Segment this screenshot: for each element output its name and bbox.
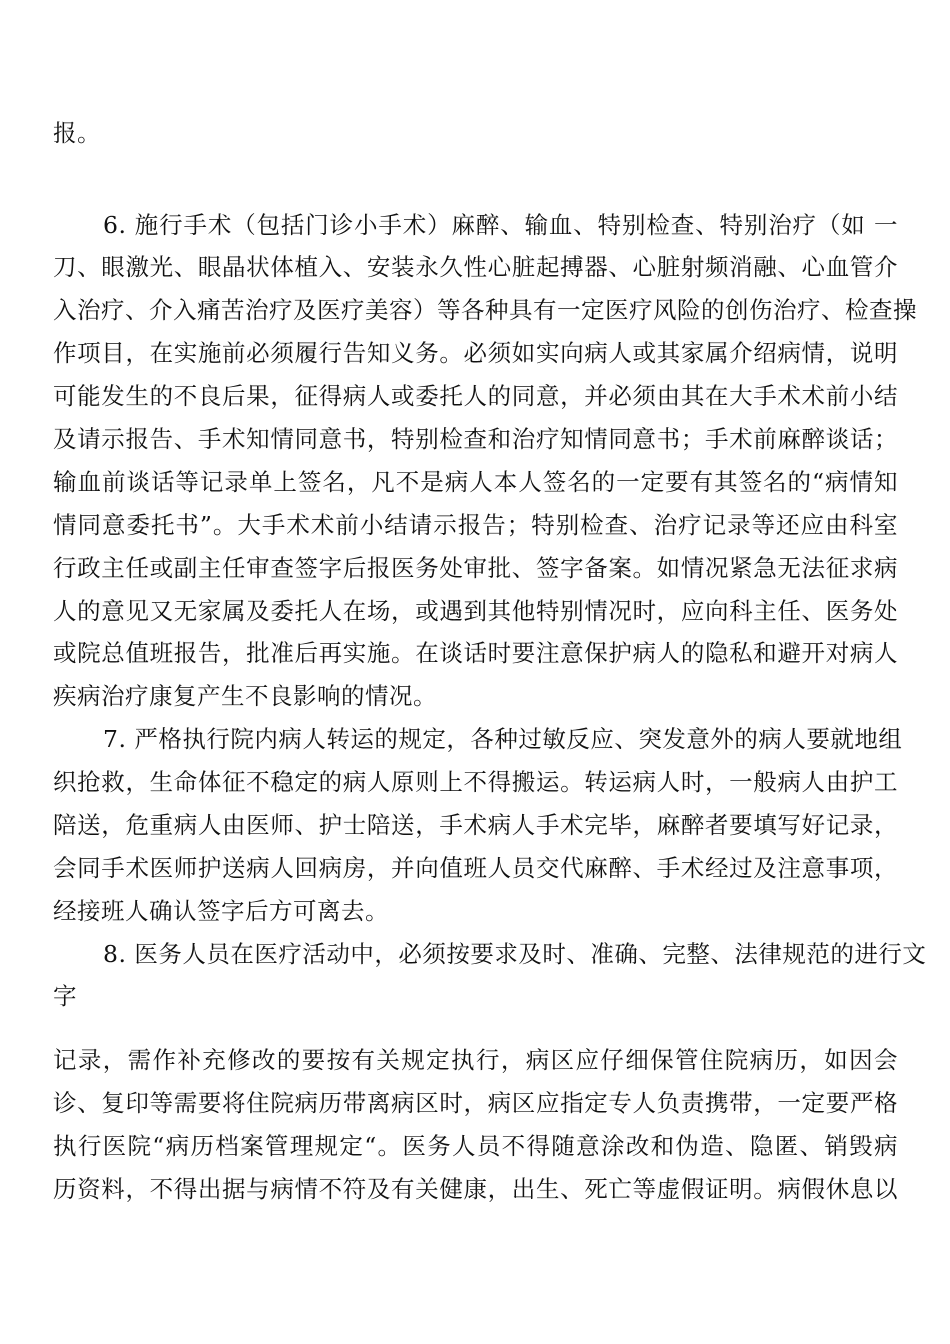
paragraph-6-line-11: 或院总值班报告，批准后再实施。在谈话时要注意保护病人的隐私和避开对病人 [53, 639, 898, 667]
paragraph-7-line-4: 会同手术医师护送病人回病房，并向值班人员交代麻醉、手术经过及注意事项， [53, 854, 898, 882]
paragraph-7-line-1: 7. 严格执行院内病人转运的规定，各种过敏反应、突发意外的病人要就地组 [103, 725, 903, 753]
paragraph-8-line-5: 执行医院“病历档案管理规定“。医务人员不得随意涂改和伪造、隐匿、销毁病 [53, 1132, 898, 1160]
paragraph-6-line-4: 作项目，在实施前必须履行告知义务。必须如实向病人或其家属介绍病情，说明 [53, 339, 898, 367]
text-line-1: 报。 [53, 119, 101, 147]
paragraph-6-line-1: 6. 施行手术（包括门诊小手术）麻醉、输血、特别检查、特别治疗（如 一 [103, 211, 898, 239]
paragraph-6-line-8: 情同意委托书”。大手术术前小结请示报告；特别检查、治疗记录等还应由科室 [53, 511, 898, 539]
paragraph-6-line-6: 及请示报告、手术知情同意书，特别检查和治疗知情同意书；手术前麻醉谈话； [53, 425, 898, 453]
paragraph-6-line-2: 刀、眼激光、眼晶状体植入、安装永久性心脏起搏器、心脏射频消融、心血管介 [53, 253, 898, 281]
paragraph-6-line-5: 可能发生的不良后果，征得病人或委托人的同意，并必须由其在大手术术前小结 [53, 382, 898, 410]
paragraph-6-line-12: 疾病治疗康复产生不良影响的情况。 [53, 682, 437, 710]
paragraph-8-line-6: 历资料，不得出据与病情不符及有关健康，出生、死亡等虚假证明。病假休息以 [53, 1175, 898, 1203]
paragraph-7-line-3: 陪送，危重病人由医师、护士陪送，手术病人手术完毕，麻醉者要填写好记录， [53, 811, 898, 839]
paragraph-7-line-2: 织抢救，生命体征不稳定的病人原则上不得搬运。转运病人时，一般病人由护工 [53, 768, 898, 796]
paragraph-6-line-10: 人的意见又无家属及委托人在场，或遇到其他特别情况时，应向科主任、医务处 [53, 597, 898, 625]
paragraph-8-line-2: 字 [53, 982, 77, 1010]
paragraph-6-line-9: 行政主任或副主任审查签字后报医务处审批、签字备案。如情况紧急无法征求病 [53, 554, 898, 582]
paragraph-6-line-7: 输血前谈话等记录单上签名，凡不是病人本人签名的一定要有其签名的“病情知 [53, 468, 898, 496]
paragraph-7-line-5: 经接班人确认签字后方可离去。 [53, 897, 389, 925]
paragraph-8-line-3: 记录，需作补充修改的要按有关规定执行，病区应仔细保管住院病历，如因会 [53, 1046, 898, 1074]
paragraph-8-line-1: 8. 医务人员在医疗活动中，必须按要求及时、准确、完整、法律规范的进行文 [103, 940, 927, 968]
paragraph-6-line-3: 入治疗、介入痛苦治疗及医疗美容）等各种具有一定医疗风险的创伤治疗、检查操 [53, 296, 917, 324]
paragraph-8-line-4: 诊、复印等需要将住院病历带离病区时，病区应指定专人负责携带，一定要严格 [53, 1089, 898, 1117]
